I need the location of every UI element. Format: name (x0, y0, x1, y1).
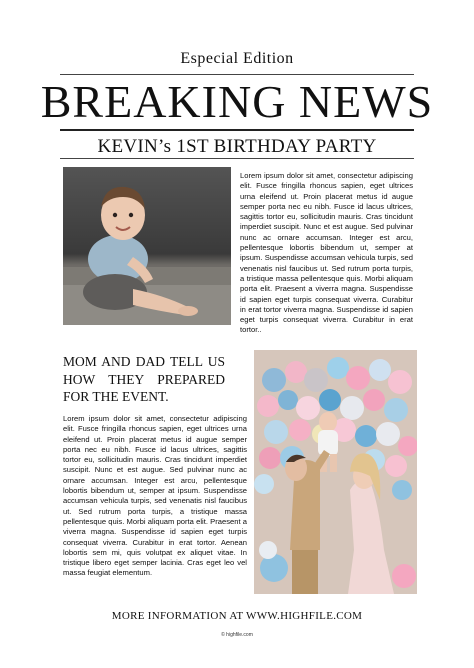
family-illustration (254, 350, 417, 594)
section-heading: MOM AND DAD TELL US HOW THEY PREPARED FOR THE EVENT. (63, 354, 225, 404)
family-balloon-photo (254, 350, 417, 594)
header-rule-middle (60, 129, 414, 131)
more-info-footer: MORE INFORMATION AT WWW.HIGHFILE.COM (111, 610, 363, 622)
baby-photo (63, 167, 231, 325)
header-rule-bottom (60, 158, 414, 159)
page-title: BREAKING NEWS (40, 76, 434, 127)
page-subtitle: KEVIN’s 1ST BIRTHDAY PARTY (97, 136, 377, 157)
article-body-2: Lorem ipsum dolor sit amet, consectetur adipiscing elit. Fusce fringilla rhoncus sapien, eget ultrices urna eleifend ut. Proin placerat metus id augue semper porta nec eu nibh. Fusce id lacus ultrices, sagittis tortor eu, sollicitudin mauris. Cras tincidunt imperdiet suscipit. Nunc et est augue. Sed pulvinar nunc ac ornare accumsan. Integer est arcu, pellentesque lobortis bibendum ut, semper at ipsum. Suspendisse accumsan vehicula turpis, sed venenatis nisl faucibus ut. Sed rutrum porta turpis, a tristique massa pellentesque quis. Morbi aliquam porta elit. Praesent a viverra magna. Suspendisse id sapien eget turpis consequat viverra. Curabitur in erat tortor. Aenean lobortis sem mi, quis volutpat ex aliquet vitae. In tristique libero eget semper lacinia. Cras eget leo vel massa feugiat elementum. (63, 414, 247, 578)
baby-illustration (63, 167, 231, 325)
edition-label: Especial Edition (180, 50, 294, 67)
header-rule-top (60, 74, 414, 75)
credit-text: © highfile.com (221, 632, 253, 638)
article-body-1: Lorem ipsum dolor sit amet, consectetur adipiscing elit. Fusce fringilla rhoncus sapien, eget ultrices urna eleifend ut. Proin placerat metus id augue semper porta nec eu nibh. Fusce id lacus ultrices, sagittis tortor eu, sollicitudin mauris. Cras tincidunt imperdiet suscipit. Nunc et est augue. Sed pulvinar nunc ac ornare accumsan. Integer est arcu, pellentesque lobortis bibendum ut, semper at ipsum. Suspendisse accumsan vehicula turpis, sed venenatis nisl faucibus ut. Sed rutrum porta turpis, a tristique massa pellentesque quis. Morbi aliquam porta elit. Praesent a viverra magna. Suspendisse id sapien eget turpis consequat viverra. Curabitur in erat tortor viverra magna. Suspendisse id sapien eget turpis consequat viverra. Curabitur in erat tortor.. (240, 171, 413, 335)
